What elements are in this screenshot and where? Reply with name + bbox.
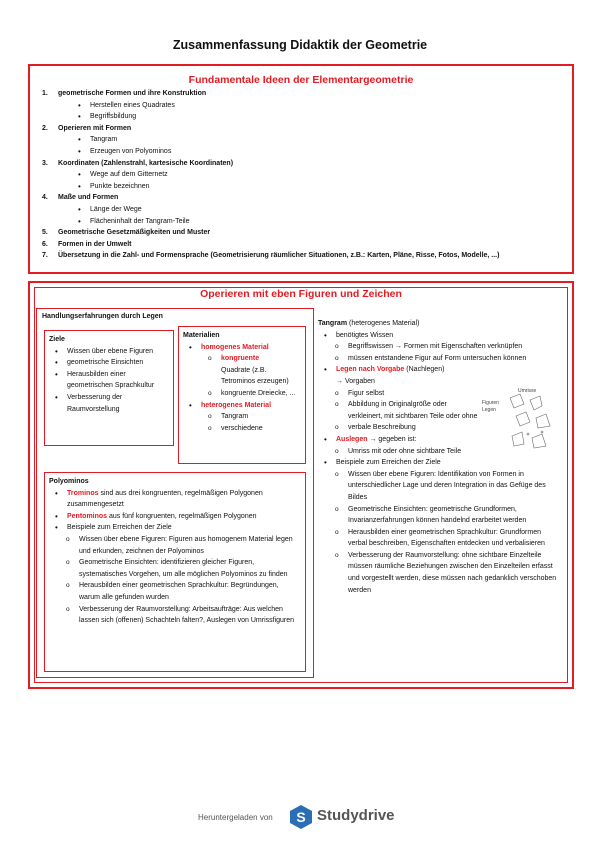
legen-text: (Nachlegen) xyxy=(404,366,445,374)
list-item: o Tangram xyxy=(183,411,301,423)
beispiele-heading: • Beispiele zum Erreichen der Ziele xyxy=(49,522,301,534)
operieren-title: Operieren mit eben Figuren und Zeichen xyxy=(200,288,402,300)
fundamental-item xyxy=(42,123,572,135)
list-item: o Begriffswissen → Formen mit Eigenschaften verknüpfen xyxy=(318,341,560,353)
list-item: • Verbesserung der Raumvorstellung xyxy=(49,392,169,415)
item-label: Maße und Formen xyxy=(58,194,119,202)
list-item: • Beispiele zum Erreichen der Ziele xyxy=(318,457,560,469)
figure-label-figuren: Figuren xyxy=(482,400,499,406)
fundamental-ideas-title: Fundamentale Ideen der Elementargeometrie xyxy=(188,74,414,86)
fundamental-item xyxy=(42,250,572,262)
ziele-box xyxy=(44,330,174,446)
fundamental-item xyxy=(42,227,572,239)
list-item: o Herausbilden einer geometrischen Sprachkultur: Grundformen verbal beschreiben, Eigenschaften entdecken und verbalisieren xyxy=(318,527,560,550)
fundamental-subitem: • Tangram xyxy=(42,134,572,146)
vorgaben-text: → Vorgaben xyxy=(336,377,375,385)
auslegen-label: Auslegen xyxy=(336,435,368,443)
figure-shapes xyxy=(510,394,550,448)
list-item: • geometrische Einsichten xyxy=(49,357,169,369)
fundamental-item xyxy=(42,158,572,170)
item-number: 6. xyxy=(42,240,48,248)
logo-letter: S xyxy=(296,809,306,825)
figure-label-legen: Legen xyxy=(482,407,496,413)
ziele-title: Ziele xyxy=(49,336,65,343)
list-item: o Abbildung in Originalgröße oder verkleinert, mit sichtbaren Teile oder ohne xyxy=(318,399,478,422)
item-label: Formen in der Umwelt xyxy=(58,240,132,248)
item-number: 3. xyxy=(42,159,48,167)
footer-brand: Studydrive xyxy=(317,807,395,824)
list-item: o müssen entstandene Figur auf Form untersuchen können xyxy=(318,353,560,365)
fundamental-subitem: • Punkte bezeichnen xyxy=(42,181,572,193)
trominos-label: Trominos xyxy=(67,489,99,497)
materialien-box xyxy=(178,326,306,464)
studydrive-logo-icon xyxy=(290,805,312,829)
fundamental-subitem: • Erzeugen von Polyominos xyxy=(42,146,572,158)
kongruente-text: Quadrate (z.B. Tetrominos erzeugen) xyxy=(221,366,289,386)
footer-text: Heruntergeladen von xyxy=(198,813,273,822)
list-item: • Wissen über ebene Figuren xyxy=(49,346,169,358)
fundamental-ideas-box xyxy=(28,64,574,274)
list-item: o Geometrische Einsichten: identifizieren gleicher Figuren, systematisches Vorgehen, um alle möglichen Polyominos zu finden xyxy=(49,557,301,580)
list-item: • Herausbilden einer geometrischen Sprachkultur xyxy=(49,369,169,392)
handlungserfahrungen-title: Handlungserfahrungen durch Legen xyxy=(42,313,163,320)
polyominos-box xyxy=(44,472,306,672)
polyominos-title: Polyominos xyxy=(49,478,89,485)
list-item: o Geometrische Einsichten: geometrische Grundformen, Invarianzerfahrungen können handelnd erarbeitet werden xyxy=(318,504,560,527)
fundamental-subitem: • Wege auf dem Gitternetz xyxy=(42,169,572,181)
list-item: o Herausbilden einer geometrischen Sprachkultur: Begründungen, warum alle gefunden wurden xyxy=(49,580,301,603)
list-item: o Wissen über ebene Figuren: Identifikation von Formen in unterschiedlicher Lage und deren Integration in das Gefüge des Bildes xyxy=(318,469,560,504)
footer xyxy=(0,800,600,830)
materialien-title: Materialien xyxy=(183,332,220,339)
fundamental-subitem: • Begriffsbildung xyxy=(42,111,572,123)
list-item: o Umriss mit oder ohne sichtbare Teile xyxy=(318,446,560,458)
fundamental-ideas-list xyxy=(42,88,572,262)
item-number: 4. xyxy=(42,194,48,202)
tangram-title: Tangram xyxy=(318,320,348,327)
fundamental-item xyxy=(42,239,572,251)
pentominos-text: aus fünf kongruenten, regelmäßigen Polygonen xyxy=(107,512,257,520)
legen-label: Legen nach Vorgabe xyxy=(336,366,405,374)
item-label: Übersetzung in die Zahl- und Formensprache (Geometrisierung räumlicher Situationen, z.B.: Karten, Pläne, Risse, Fotos, Modelle, ...) xyxy=(58,252,500,260)
item-label: Koordinaten (Zahlenstrahl, kartesische Koordinaten) xyxy=(58,159,234,167)
fundamental-subitem: • Flächeninhalt der Tangram-Teile xyxy=(42,216,572,228)
page-title: Zusammenfassung Didaktik der Geometrie xyxy=(172,38,428,52)
list-item: o Verbesserung der Raumvorstellung: ohne sichtbare Einzelteile müssen räumliche Beziehungen zwischen den Einzelteilen erfasst und vorgestellt werden, diese müssen nach gedanklich verschoben werden xyxy=(318,550,560,596)
list-item: o Verbesserung der Raumvorstellung: Arbeitsaufträge: Aus welchen lassen sich (offenen) Schachteln falten?, Auslegen von Umrissfiguren xyxy=(49,604,301,627)
fundamental-subitem: • Länge der Wege xyxy=(42,204,572,216)
fundamental-subitem: • Herstellen eines Quadrates xyxy=(42,100,572,112)
pentominos-label: Pentominos xyxy=(67,512,108,520)
list-item: o Figur selbst xyxy=(318,388,468,400)
list-item: o Wissen über ebene Figuren: Figuren aus homogenem Material legen und erkunden, zeichnen der Polyominos xyxy=(49,534,301,557)
tangram-subtitle: (heterogenes Material) xyxy=(347,320,420,327)
item-number: 1. xyxy=(42,90,48,97)
trominos-text: sind aus drei kongruenten, regelmäßigen Polygonen zusammengesetzt xyxy=(67,489,263,509)
item-number: 5. xyxy=(42,229,48,237)
tangram-sketch-figure xyxy=(480,382,560,462)
item-label: Operieren mit Formen xyxy=(58,124,132,132)
kongruente-label: kongruente xyxy=(221,355,260,363)
list-item: o verbale Beschreibung xyxy=(318,422,560,434)
auslegen-text: → gegeben ist: xyxy=(367,435,417,443)
list-item: o kongruente Dreiecke, ... xyxy=(183,388,301,400)
homogen-label: homogenes Material xyxy=(201,343,269,351)
item-label: Geometrische Gesetzmäßigkeiten und Muster xyxy=(58,229,211,237)
list-item: • benötigtes Wissen xyxy=(318,330,560,342)
item-number: 7. xyxy=(42,252,48,260)
fundamental-item xyxy=(42,88,572,100)
figure-label-umrisse: Umrisse xyxy=(518,388,537,394)
heterogen-label: heterogenes Material xyxy=(201,401,272,409)
item-number: 2. xyxy=(42,124,48,132)
item-label: geometrische Formen und ihre Konstruktion xyxy=(58,90,207,97)
fundamental-item xyxy=(42,192,572,204)
list-item: o verschiedene xyxy=(183,423,301,435)
